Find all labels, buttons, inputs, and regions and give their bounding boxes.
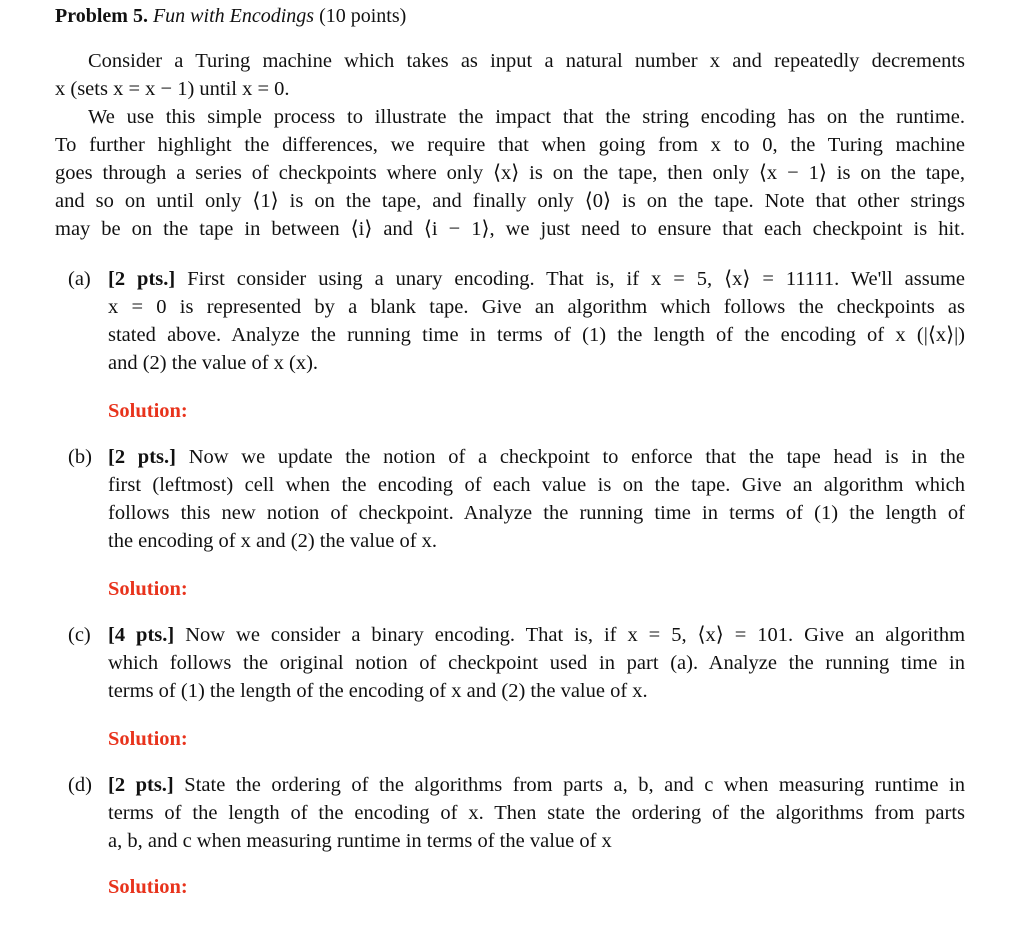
part-points: [4 pts.] xyxy=(108,624,175,646)
text-line: Now we update the notion of a checkpoint to enforce that the tape head is in the xyxy=(188,446,966,468)
text-line: the encoding of x and (2) the value of x. xyxy=(108,530,438,552)
part-c xyxy=(68,621,965,705)
text-line: Now we consider a binary encoding. That is, if x = 5, ⟨x⟩ = 101. Give an algorithm xyxy=(185,624,966,646)
part-label: (b) xyxy=(68,446,92,468)
part-points: [2 pts.] xyxy=(108,268,176,290)
text-line: and so on until only ⟨1⟩ is on the tape, and finally only ⟨0⟩ is on the tape. Note that other strings xyxy=(55,190,965,212)
problem-points: (10 points) xyxy=(319,5,407,27)
text-line: stated above. Analyze the running time in terms of (1) the length of the encoding of x (|⟨x⟩|) xyxy=(108,324,965,346)
text-line: follows this new notion of checkpoint. Analyze the running time in terms of (1) the length of xyxy=(108,502,965,524)
text-line: First consider using a unary encoding. That is, if x = 5, ⟨x⟩ = 11111. We'll assume xyxy=(187,268,966,290)
text-line: x = 0 is represented by a blank tape. Give an algorithm which follows the checkpoints as xyxy=(108,296,965,318)
solution-label-a: Solution: xyxy=(108,400,188,422)
part-points: [2 pts.] xyxy=(108,774,174,796)
text-line: State the ordering of the algorithms from parts a, b, and c when measuring runtime in xyxy=(184,774,965,796)
part-a xyxy=(68,265,965,377)
text-line: which follows the original notion of checkpoint used in part (a). Analyze the running time in xyxy=(108,652,965,674)
part-b xyxy=(68,443,965,555)
text-line: To further highlight the differences, we require that when going from x to 0, the Turing machine xyxy=(55,134,965,156)
text-line: Consider a Turing machine which takes as input a natural number x and repeatedly decrements xyxy=(88,50,965,72)
part-label: (c) xyxy=(68,624,91,646)
text-line: may be on the tape in between ⟨i⟩ and ⟨i − 1⟩, we just need to ensure that each checkpoint is hit. xyxy=(55,218,965,240)
intro-paragraph-2 xyxy=(55,103,965,243)
solution-label-b: Solution: xyxy=(108,578,188,600)
solution-label-d: Solution: xyxy=(108,876,188,898)
text-line: and (2) the value of x (x). xyxy=(108,352,319,374)
solution-label-c: Solution: xyxy=(108,728,188,750)
text-line: terms of the length of the encoding of x. Then state the ordering of the algorithms from parts xyxy=(108,802,965,824)
part-d xyxy=(68,771,965,855)
text-line: a, b, and c when measuring runtime in terms of the value of x xyxy=(108,830,612,852)
problem-title xyxy=(55,2,406,30)
text-line: goes through a series of checkpoints where only ⟨x⟩ is on the tape, then only ⟨x − 1⟩ is on the tape, xyxy=(55,162,965,184)
text-line: x (sets x = x − 1) until x = 0. xyxy=(55,78,290,100)
part-points: [2 pts.] xyxy=(108,446,176,468)
part-label: (a) xyxy=(68,268,91,290)
part-label: (d) xyxy=(68,774,92,796)
problem-topic: Fun with Encodings xyxy=(152,5,315,27)
problem-number: Problem 5. xyxy=(55,5,148,27)
text-line: We use this simple process to illustrate the impact that the string encoding has on the runtime. xyxy=(88,106,965,128)
text-line: first (leftmost) cell when the encoding of each value is on the tape. Give an algorithm which xyxy=(108,474,965,496)
intro-paragraph xyxy=(55,47,965,103)
text-line: terms of (1) the length of the encoding of x and (2) the value of x. xyxy=(108,680,648,702)
